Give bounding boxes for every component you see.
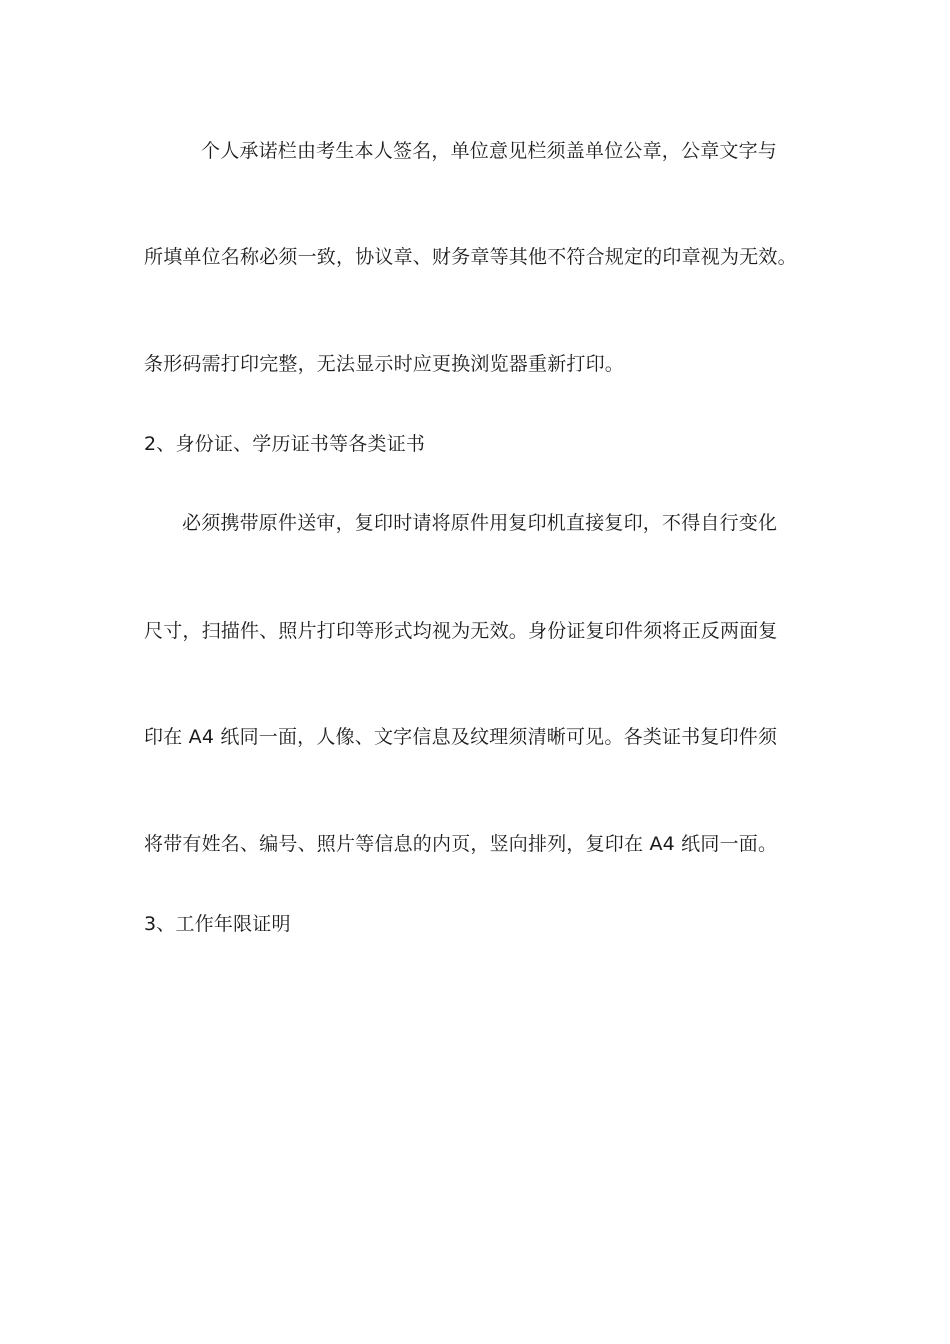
paragraph-line: 尺寸，扫描件、照片打印等形式均视为无效。身份证复印件须将正反两面复: [144, 620, 778, 642]
section-heading: 3、工作年限证明: [144, 913, 291, 935]
paragraph-line: 条形码需打印完整，无法显示时应更换浏览器重新打印。: [144, 353, 625, 375]
section-heading: 2、身份证、学历证书等各类证书: [144, 433, 426, 455]
paragraph-line: 个人承诺栏由考生本人签名，单位意见栏须盖单位公章，公章文字与: [201, 140, 778, 162]
paragraph-line: 印在 A4 纸同一面，人像、文字信息及纹理须清晰可见。各类证书复印件须: [144, 726, 778, 748]
paragraph-line: 所填单位名称必须一致，协议章、财务章等其他不符合规定的印章视为无效。: [144, 246, 797, 268]
paragraph-line: 将带有姓名、编号、照片等信息的内页，竖向排列，复印在 A4 纸同一面。: [144, 833, 778, 855]
paragraph-line: 必须携带原件送审，复印时请将原件用复印机直接复印，不得自行变化: [182, 512, 778, 534]
